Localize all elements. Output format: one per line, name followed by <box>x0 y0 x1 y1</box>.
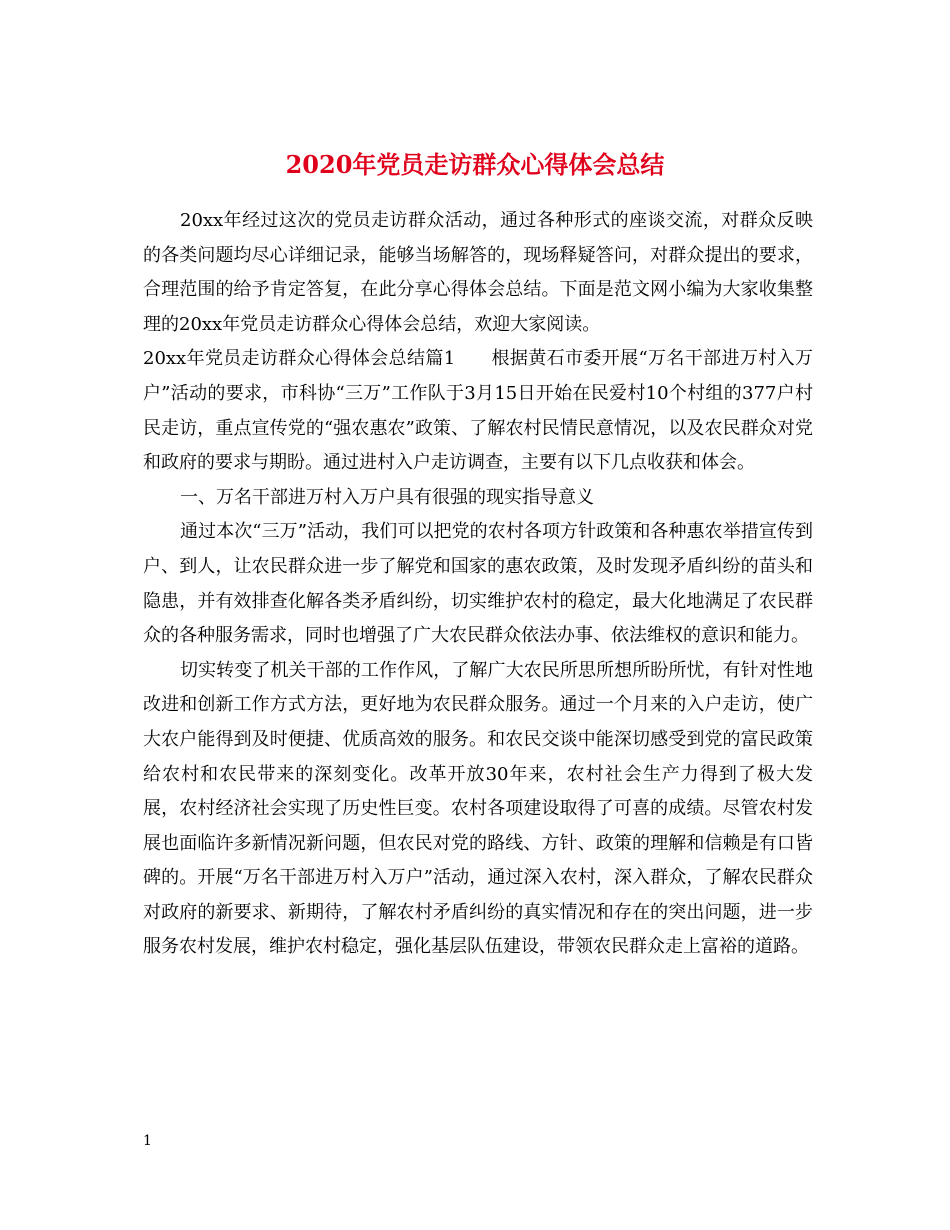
article-lead-text: 根据黄石市委开展“万名干部进万村入万户”活动的要求，市科协“三万”工作队于3月15日开始在民爱村10个村组的377户村民走访，重点宣传党的“强农惠农”政策、了解农村民情民意情况，以及农民群众对党和政府的要求与期盼。通过进村入户走访调查，主要有以下几点收获和体会。 <box>143 348 813 474</box>
article-lead-paragraph <box>143 342 813 480</box>
body-paragraph-2: 切实转变了机关干部的工作作风，了解广大农民所思所想所盼所忧，有针对性地改进和创新工作方式方法，更好地为农民群众服务。通过一个月来的入户走访，使广大农户能得到及时便捷、优质高效的服务。和农民交谈中能深切感受到党的富民政策给农村和农民带来的深刻变化。改革开放30年来，农村社会生产力得到了极大发展，农村经济社会实现了历史性巨变。农村各项建设取得了可喜的成绩。尽管农村发展也面临许多新情况新问题，但农民对党的路线、方针、政策的理解和信赖是有口皆碑的。开展“万名干部进万村入万户”活动，通过深入农村，深入群众，了解农民群众对政府的新要求、新期待，了解农村矛盾纠纷的真实情况和存在的突出问题，进一步服务农村发展，维护农村稳定，强化基层队伍建设，带领农民群众走上富裕的道路。 <box>143 659 813 958</box>
document-title: 2020年党员走访群众心得体会总结 <box>285 150 665 180</box>
document-body <box>143 204 813 965</box>
section-heading: 一、万名干部进万村入万户具有很强的现实指导意义 <box>180 486 594 508</box>
intro-paragraph: 20xx年经过这次的党员走访群众活动，通过各种形式的座谈交流，对群众反映的各类问题均尽心详细记录，能够当场解答的，现场释疑答问，对群众提出的要求，合理范围的给予肯定答复，在此分享心得体会总结。下面是范文网小编为大家收集整理的20xx年党员走访群众心得体会总结，欢迎大家阅读。 <box>143 210 813 335</box>
page-number: 1 <box>143 1133 152 1149</box>
article-heading: 20xx年党员走访群众心得体会总结篇1 <box>143 348 456 370</box>
body-paragraph-1: 通过本次“三万”活动，我们可以把党的农村各项方针政策和各种惠农举措宣传到户、到人，让农民群众进一步了解党和国家的惠农政策，及时发现矛盾纠纷的苗头和隐患，并有效排查化解各类矛盾纠纷，切实维护农村的稳定，最大化地满足了农民群众的各种服务需求，同时也增强了广大农民群众依法办事、依法维权的意识和能力。 <box>143 521 813 647</box>
